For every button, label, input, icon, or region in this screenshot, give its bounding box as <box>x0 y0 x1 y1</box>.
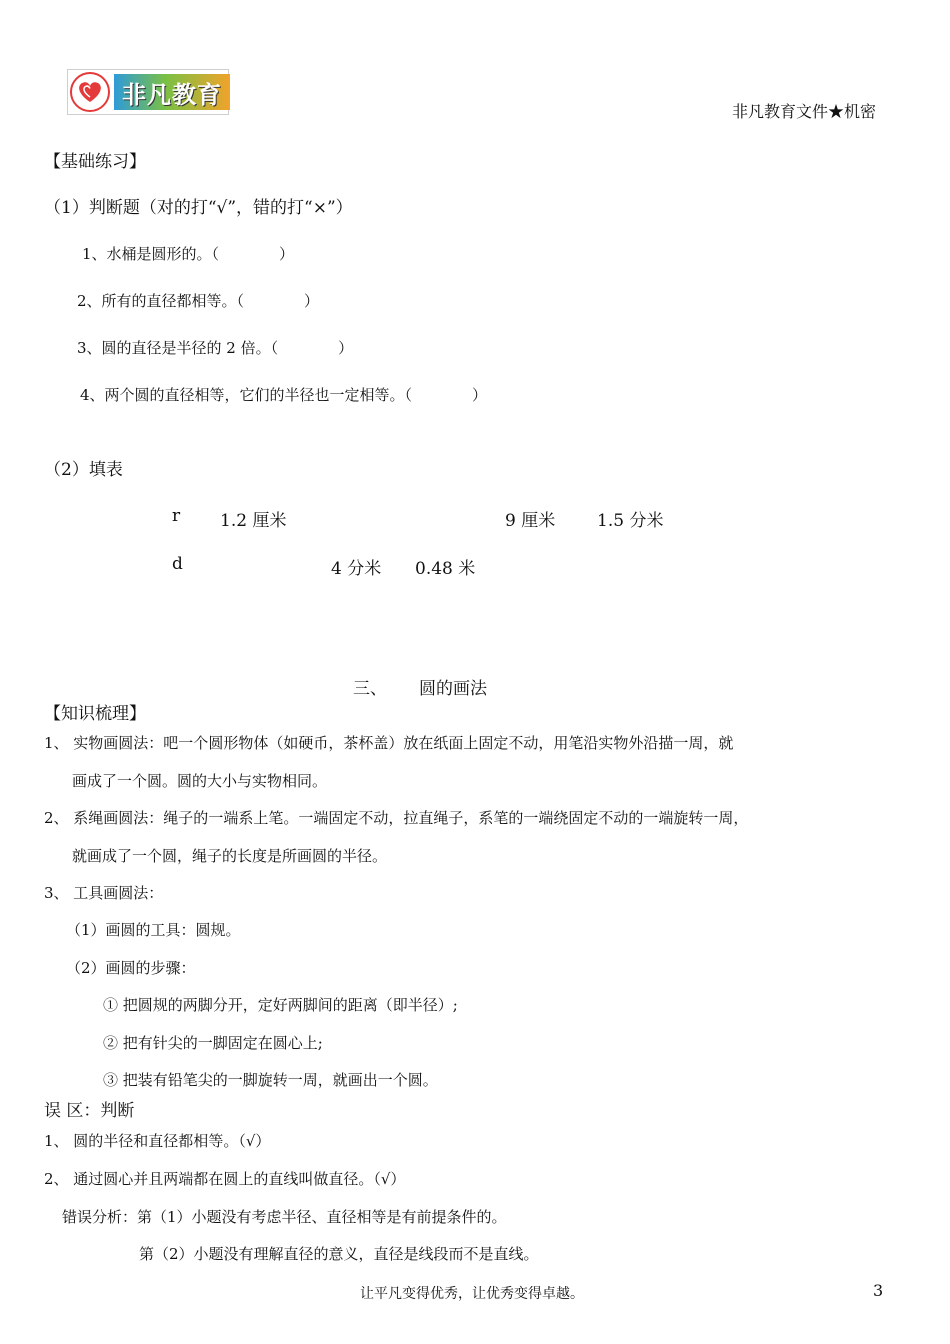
table-cell: 0.48 米 <box>415 559 476 579</box>
page-number: 3 <box>873 1281 884 1300</box>
step-item: ① 把圆规的两脚分开，定好两脚间的距离（即半径）; <box>103 996 458 1014</box>
logo-text: 非凡教育 <box>114 74 230 110</box>
knowledge-line: 画成了一个圆。圆的大小与实物相同。 <box>72 772 328 790</box>
table-row-label-r: r <box>172 506 181 526</box>
knowledge-line: 就画成了一个圆，绳子的长度是所画圆的半径。 <box>72 847 388 865</box>
section-heading-knowledge: 【知识梳理】 <box>44 704 146 724</box>
knowledge-line: （1）画圆的工具：圆规。 <box>66 921 241 939</box>
question1-item: 1、水桶是圆形的。（ ） <box>82 245 295 263</box>
section-title: 圆的画法 <box>419 679 487 699</box>
table-cell: 1.5 分米 <box>597 511 664 531</box>
mistake-item: 1、 圆的半径和直径都相等。（√） <box>44 1132 271 1150</box>
section-number: 三、 <box>353 679 387 699</box>
section-heading-basic: 【基础练习】 <box>44 152 146 172</box>
table-cell: 1.2 厘米 <box>220 511 287 531</box>
step-item: ② 把有针尖的一脚固定在圆心上; <box>103 1034 323 1052</box>
error-analysis: 第（2）小题没有理解直径的意义，直径是线段而不是直线。 <box>139 1245 539 1263</box>
knowledge-line: （2）画圆的步骤： <box>66 959 196 977</box>
confidential-label: 非凡教育文件★机密 <box>732 102 877 121</box>
table-row-label-d: d <box>172 554 183 574</box>
question1-item: 3、圆的直径是半径的 2 倍。（ ） <box>77 339 354 357</box>
question1-title: （1）判断题（对的打“√”，错的打“×”） <box>44 198 353 218</box>
table-cell: 4 分米 <box>331 559 382 579</box>
question1-item: 4、两个圆的直径相等，它们的半径也一定相等。（ ） <box>80 386 488 404</box>
error-analysis: 错误分析：第（1）小题没有考虑半径、直径相等是有前提条件的。 <box>62 1208 507 1226</box>
mistakes-heading: 误 区：判断 <box>44 1101 135 1121</box>
company-logo <box>67 69 229 115</box>
mistake-item: 2、 通过圆心并且两端都在圆上的直线叫做直径。（√） <box>44 1170 406 1188</box>
question2-title: （2）填表 <box>44 460 123 480</box>
table-cell: 9 厘米 <box>505 511 556 531</box>
knowledge-line: 2、 系绳画圆法：绳子的一端系上笔。一端固定不动，拉直绳子，系笔的一端绕固定不动的一端旋转一周， <box>44 809 749 827</box>
knowledge-line: 3、 工具画圆法： <box>44 884 164 902</box>
heart-logo-icon <box>68 70 112 114</box>
question1-item: 2、所有的直径都相等。（ ） <box>77 292 320 310</box>
knowledge-line: 1、 实物画圆法：吧一个圆形物体（如硬币，茶杯盖）放在纸面上固定不动，用笔沿实物外沿描一周，就 <box>44 734 734 752</box>
step-item: ③ 把装有铅笔尖的一脚旋转一周，就画出一个圆。 <box>103 1071 438 1089</box>
footer-motto: 让平凡变得优秀，让优秀变得卓越。 <box>360 1286 584 1302</box>
